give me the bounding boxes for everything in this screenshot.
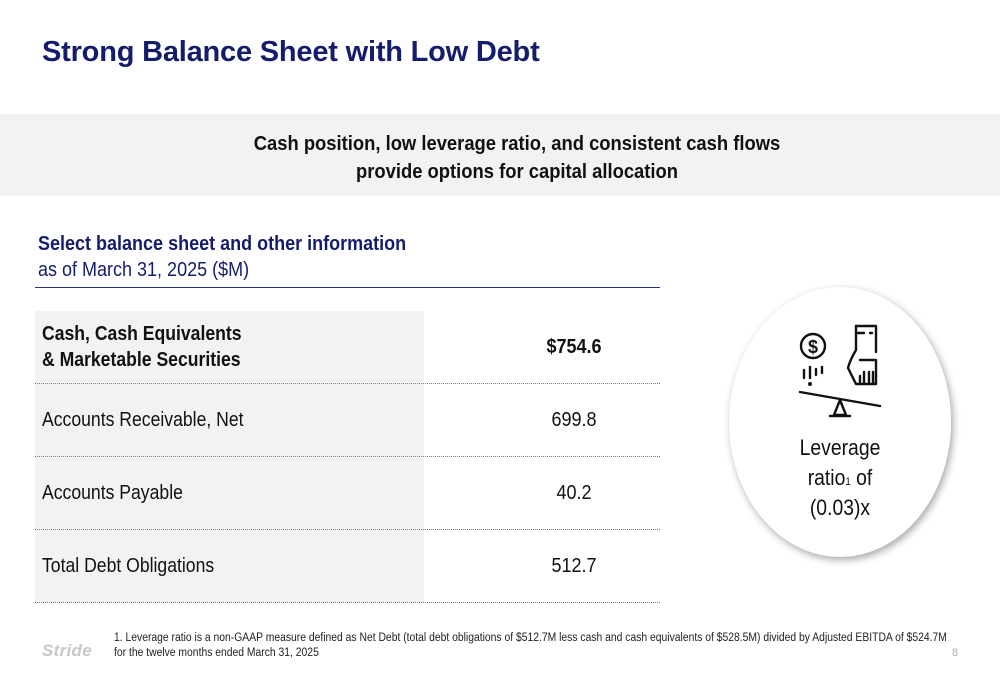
row-label <box>42 321 242 373</box>
leverage-ratio-text <box>770 433 911 523</box>
row-label: Accounts Receivable, Net <box>42 409 244 431</box>
leverage-value: (0.03)x <box>809 495 871 520</box>
page-title: Strong Balance Sheet with Low Debt <box>42 36 540 68</box>
row-label: Accounts Payable <box>42 482 183 504</box>
company-logo: Stride <box>42 641 92 660</box>
key-message <box>41 130 992 186</box>
footnote-line-2: for the twelve months ended March 31, 2025 <box>114 647 319 659</box>
heading-divider <box>35 287 660 288</box>
section-heading: Select balance sheet and other information <box>38 233 407 255</box>
row-label-line-1: Cash, Cash Equivalents <box>42 323 242 345</box>
table-label-cell <box>35 384 424 456</box>
table-row-accounts-receivable <box>35 384 660 457</box>
row-value: 512.7 <box>551 554 597 577</box>
table-row-total-debt <box>35 530 660 603</box>
footnote <box>114 631 947 661</box>
table-row-cash <box>35 311 660 384</box>
footnote-line-1: 1. Leverage ratio is a non-GAAP measure defined as Net Debt (total debt obligations of $512.7M less cash and cash equivalents of $528.5M) divided by Adjusted EBITDA of $524.7M <box>114 632 947 644</box>
leverage-line-2 <box>770 463 911 493</box>
table-row-accounts-payable <box>35 457 660 530</box>
lever-balance-icon <box>796 322 886 422</box>
svg-text:$: $ <box>807 337 819 357</box>
page-number: 8 <box>952 647 959 659</box>
leverage-of-word: of <box>850 465 873 490</box>
leverage-ratio-word: ratio <box>807 465 846 490</box>
row-value: 699.8 <box>551 408 597 431</box>
row-value: 40.2 <box>556 481 592 504</box>
section-subheading: as of March 31, 2025 ($M) <box>38 259 250 281</box>
row-label: Total Debt Obligations <box>42 555 215 577</box>
key-message-line-1: Cash position, low leverage ratio, and consistent cash flows <box>253 133 781 155</box>
table-label-cell <box>35 457 424 529</box>
leverage-line-1: Leverage <box>799 435 881 460</box>
balance-sheet-table <box>35 311 660 603</box>
footnote-marker: 1 <box>845 476 851 488</box>
row-label-line-2: & Marketable Securities <box>42 349 241 371</box>
table-label-cell <box>35 530 424 602</box>
row-value: $754.6 <box>546 335 602 358</box>
key-message-line-2: provide options for capital allocation <box>355 161 679 183</box>
table-label-cell <box>35 311 424 383</box>
